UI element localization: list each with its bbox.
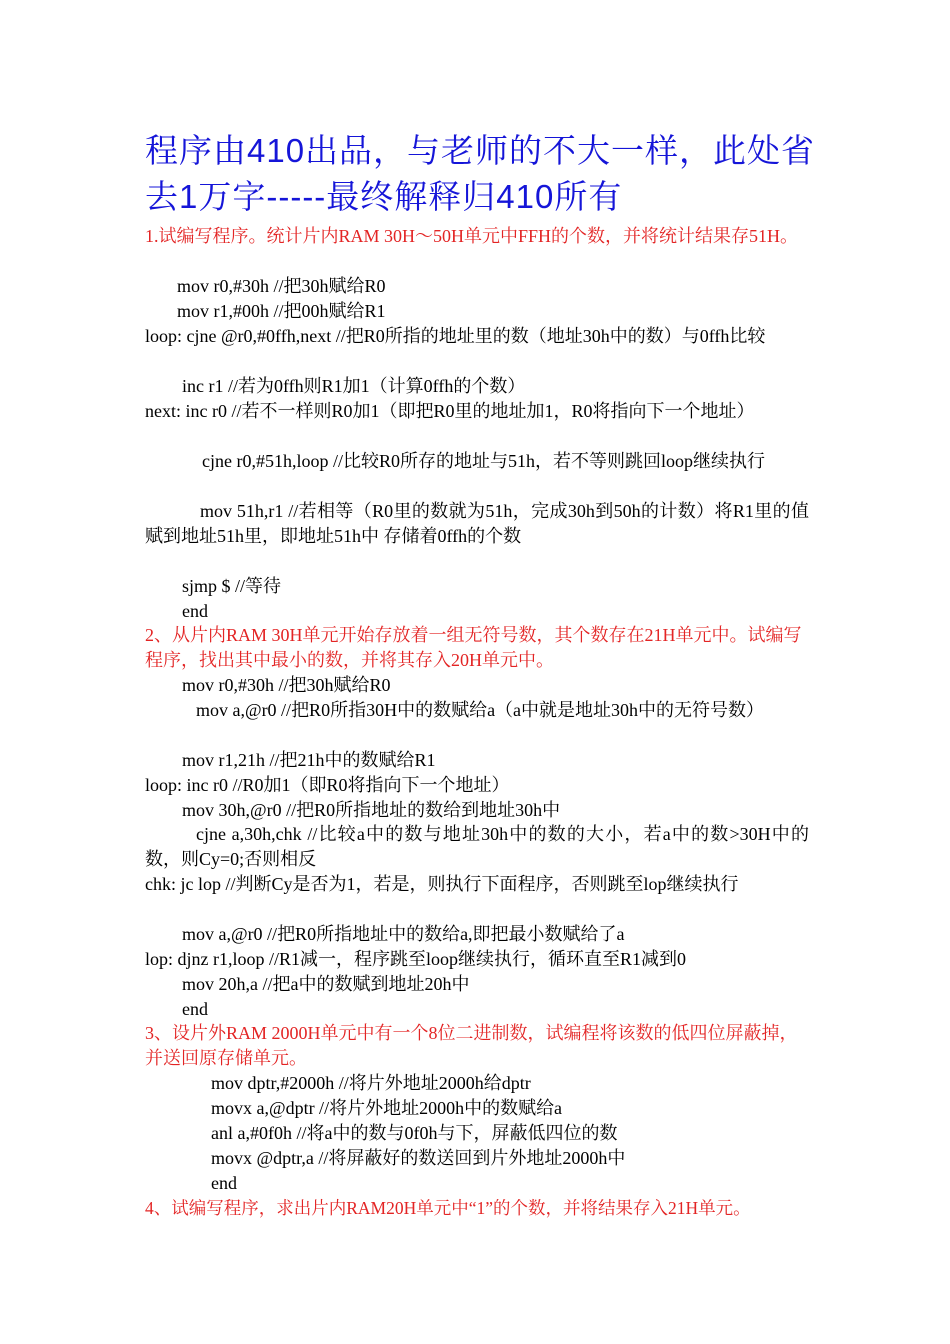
code-line: cjne a,30h,chk //比较a中的数与地址30h中的数的大小，若a中的数>30H中的数，则Cy=0;否则相反: [145, 824, 809, 869]
question-3-heading: 3、设片外RAM 2000H单元中有一个8位二进制数，试编程将该数的低四位屏蔽掉，并送回原存储单元。: [145, 1023, 798, 1068]
code-line: mov dptr,#2000h //将片外地址2000h给dptr: [211, 1073, 531, 1093]
code-line: movx a,@dptr //将片外地址2000h中的数赋给a: [211, 1098, 563, 1118]
code-line: mov r0,#30h //把30h赋给R0: [177, 276, 386, 296]
question-2-heading: 2、从片内RAM 30H单元开始存放着一组无符号数，其个数存在21H单元中。试编写程序，找出其中最小的数，并将其存入20H单元中。: [145, 625, 802, 670]
code-line: inc r1 //若为0ffh则R1加1（计算0ffh的个数）: [182, 376, 526, 396]
code-line: movx @dptr,a //将屏蔽好的数送回到片外地址2000h中: [211, 1148, 626, 1168]
code-line: mov r0,#30h //把30h赋给R0: [182, 675, 391, 695]
code-line: end: [182, 999, 208, 1019]
code-line: mov 20h,a //把a中的数赋到地址20h中: [182, 974, 470, 994]
code-line: end: [182, 601, 208, 621]
code-line: mov 51h,r1 //若相等（R0里的数就为51h，完成30h到50h的计数）将R1里的值赋到地址51h里，即地址51h中 存储着0ffh的个数: [145, 501, 809, 546]
code-line: end: [211, 1173, 237, 1193]
page-title: 程序由410出品，与老师的不大一样，此处省去1万字-----最终解释归410所有: [145, 132, 816, 215]
code-line: loop: inc r0 //R0加1（即R0将指向下一个地址）: [145, 775, 510, 795]
code-line: mov a,@r0 //把R0所指30H中的数赋给a（a中就是地址30h中的无符号数）: [196, 700, 765, 720]
question-1-heading: 1.试编写程序。统计片内RAM 30H～50H单元中FFH的个数，并将统计结果存51H。: [145, 226, 799, 246]
code-line: mov r1,#00h //把00h赋给R1: [177, 301, 386, 321]
code-line: mov r1,21h //把21h中的数赋给R1: [182, 750, 436, 770]
code-line: chk: jc lop //判断Cy是否为1，若是，则执行下面程序，否则跳至lop继续执行: [145, 874, 739, 894]
code-line: anl a,#0f0h //将a中的数与0f0h与下，屏蔽低四位的数: [211, 1123, 618, 1143]
code-line: mov 30h,@r0 //把R0所指地址的数给到地址30h中: [182, 800, 561, 820]
question-4-heading: 4、试编写程序，求出片内RAM20H单元中“1”的个数，并将结果存入21H单元。: [145, 1198, 751, 1218]
code-line: cjne r0,#51h,loop //比较R0所存的地址与51h，若不等则跳回loop继续执行: [202, 451, 765, 471]
code-line: lop: djnz r1,loop //R1减一，程序跳至loop继续执行，循环直至R1减到0: [145, 949, 686, 969]
code-line: sjmp $ //等待: [182, 576, 282, 596]
code-line: loop: cjne @r0,#0ffh,next //把R0所指的地址里的数（地址30h中的数）与0ffh比较: [145, 326, 766, 346]
code-line: mov a,@r0 //把R0所指地址中的数给a,即把最小数赋给了a: [182, 924, 625, 944]
code-line: next: inc r0 //若不一样则R0加1（即把R0里的地址加1，R0将指向下一个地址）: [145, 401, 755, 421]
